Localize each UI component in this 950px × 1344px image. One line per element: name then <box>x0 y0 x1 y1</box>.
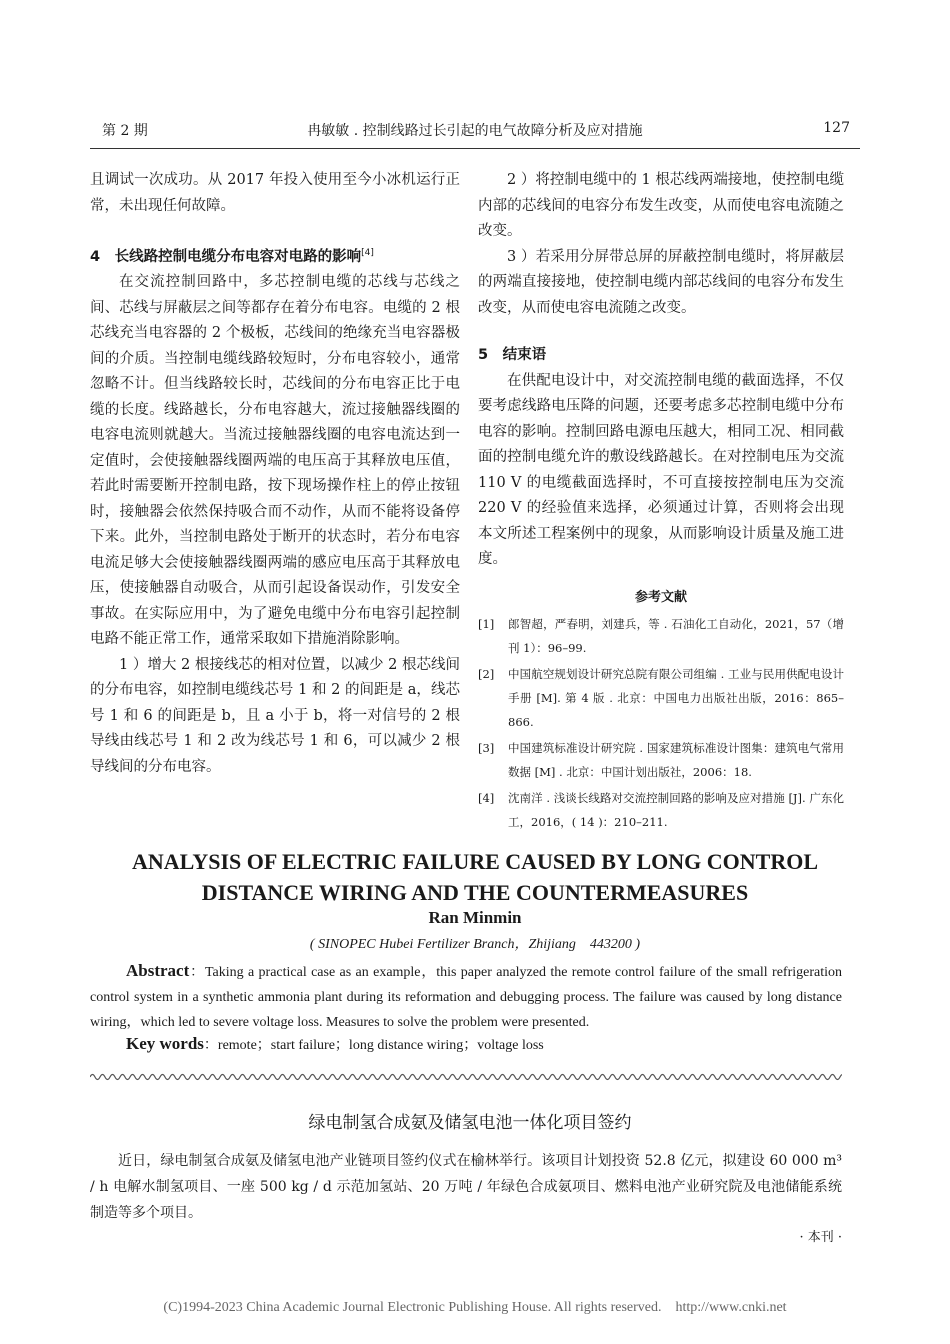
references-title: 参考文献 <box>634 589 687 605</box>
decorative-wave-divider <box>90 1072 842 1082</box>
section-5-heading: 5 结束语 <box>478 347 547 363</box>
intro-paragraph: 且调试一次成功。从 2017 年投入使用至今小冰机运行正常，未出现任何故障。 <box>90 172 460 214</box>
english-title: ANALYSIS OF ELECTRIC FAILURE CAUSED BY LONG CONTROL DISTANCE WIRING AND THE COUNTERMEASURES <box>132 849 818 905</box>
right-column <box>478 168 844 834</box>
reference-item: [4] 沈南洋 . 浅谈长线路对交流控制回路的影响及应对措施 [J]. 广东化工，2016，( 14 )：210–211. <box>478 791 844 829</box>
conclusion-paragraph: 在供配电设计中，对交流控制电缆的截面选择，不仅要考虑线路电压降的问题，还要考虑多芯控制电缆中分布电容的影响。控制回路电源电压越大，相同工况、相同截面的控制电缆允许的敷设线路越长。在对控制电压为交流 110 V 的电缆截面选择时，不可直接按控制电压为交流 220 V 的经验值来选择，必须通过计算，否则将会出现本文所述工程案例中的现象，从而影响设计质量及施工进度。 <box>478 372 844 567</box>
issue-number: 第 2 期 <box>102 123 148 139</box>
references-list <box>478 612 844 834</box>
measure-3-paragraph: 3 ）若采用分屏带总屏的屏蔽控制电缆时，将屏蔽层的两端直接接地，使控制电缆内部芯线间的电容分布发生改变，从而使电容电流随之改变。 <box>478 248 844 316</box>
keywords-label: Key words <box>126 1034 204 1053</box>
abstract-label: Abstract <box>126 961 190 980</box>
reference-item: [2] 中国航空规划设计研究总院有限公司组编 . 工业与民用供配电设计手册 [M]. 第 4 版 . 北京：中国电力出版社出版，2016：865–866. <box>478 667 844 729</box>
citation-ref[interactable]: [4] <box>361 248 374 258</box>
copyright-footer: (C)1994-2023 China Academic Journal Electronic Publishing House. All rights reserved. http://www.cnki.net <box>163 1300 787 1315</box>
running-title: 冉敏敏 . 控制线路过长引起的电气故障分析及应对措施 <box>307 123 643 139</box>
header-rule <box>90 148 860 149</box>
measure-2-paragraph: 2 ）将控制电缆中的 1 根芯线两端接地，使控制电缆内部的芯线间的电容分布发生改变，从而使电容电流随之改变。 <box>478 172 844 239</box>
section-4-heading: 4 长线路控制电缆分布电容对电路的影响[4] <box>90 248 374 265</box>
running-header <box>90 118 860 142</box>
left-column <box>90 168 460 780</box>
reference-item: [1] 郎智超，严春明，刘建兵，等 . 石油化工自动化，2021，57（增刊 1）：96–99. <box>478 617 844 655</box>
english-author: Ran Minmin <box>428 908 522 927</box>
page-number: 127 <box>823 120 850 136</box>
english-affiliation: ( SINOPEC Hubei Fertilizer Branch，Zhijiang 443200 ) <box>309 937 641 952</box>
news-body: 近日，绿电制氢合成氨及储氢电池产业链项目签约仪式在榆林举行。该项目计划投资 52.8 亿元，拟建设 60 000 m³ / h 电解水制氢项目、一座 500 kg / d 示范加氢站、20 万吨 / 年绿色合成氨项目、燃料电池产业研究院及电池储能系统制造等多个项目。 <box>90 1153 842 1221</box>
keywords-text: ：remote；start failure；long distance wiring；voltage loss <box>203 1038 544 1053</box>
section-4-paragraph: 在交流控制回路中，多芯控制电缆的芯线与芯线之间、芯线与屏蔽层之间等都存在着分布电容。电缆的 2 根芯线充当电容器的 2 个极板，芯线间的绝缘充当电容器极间的介质。当控制电缆线路较短时，分布电容较小，通常忽略不计。但当线路较长时，芯线间的分布电容正比于电缆的长度。线路越长，分布电容越大，流过接触器线圈的电容电流则就越大。当流过接触器线圈的电容电流达到一定值时，会使接触器线圈两端的电压高于其释放电压值，若此时需要断开控制电路，按下现场操作柱上的停止按钮时，接触器会依然保持吸合而不动作，从而不能将设备停下来。此外，当控制电路处于断开的状态时，若分布电容电流足够大会使接触器线圈两端的感应电压高于其释放电压，使接触器自动吸合，从而引起设备误动作，引发安全事故。在实际应用中，为了避免电缆中分布电容引起控制电路不能正常工作，通常采取如下措施消除影响。 <box>90 274 460 648</box>
news-title: 绿电制氢合成氨及储氢电池一体化项目签约 <box>308 1113 632 1133</box>
news-source: · 本刊 · <box>799 1230 842 1245</box>
english-abstract <box>90 958 842 1035</box>
reference-item: [3] 中国建筑标准设计研究院 . 国家建筑标准设计图集：建筑电气常用数据 [M] . 北京：中国计划出版社，2006：18. <box>478 741 844 779</box>
abstract-text: ：Taking a practical case as an example，this paper analyzed the remote control failure of the small refrigeration control system in a synthetic ammonia plant during its reformation and debugging process. The failure was caused by long distance wiring，which led to severe voltage loss. Measures to solve the problem were presented. <box>90 965 842 1030</box>
measure-1-paragraph: 1 ）增大 2 根接线芯的相对位置，以减少 2 根芯线间的分布电容，如控制电缆线芯号 1 和 2 的间距是 a，线芯号 1 和 6 的间距是 b，且 a 小于 b，将一对信号的 2 根导线由线芯号 1 和 2 改为线芯号 1 和 6，可以减少 2 根导线间的分布电容。 <box>90 656 460 775</box>
english-keywords <box>90 1034 842 1054</box>
